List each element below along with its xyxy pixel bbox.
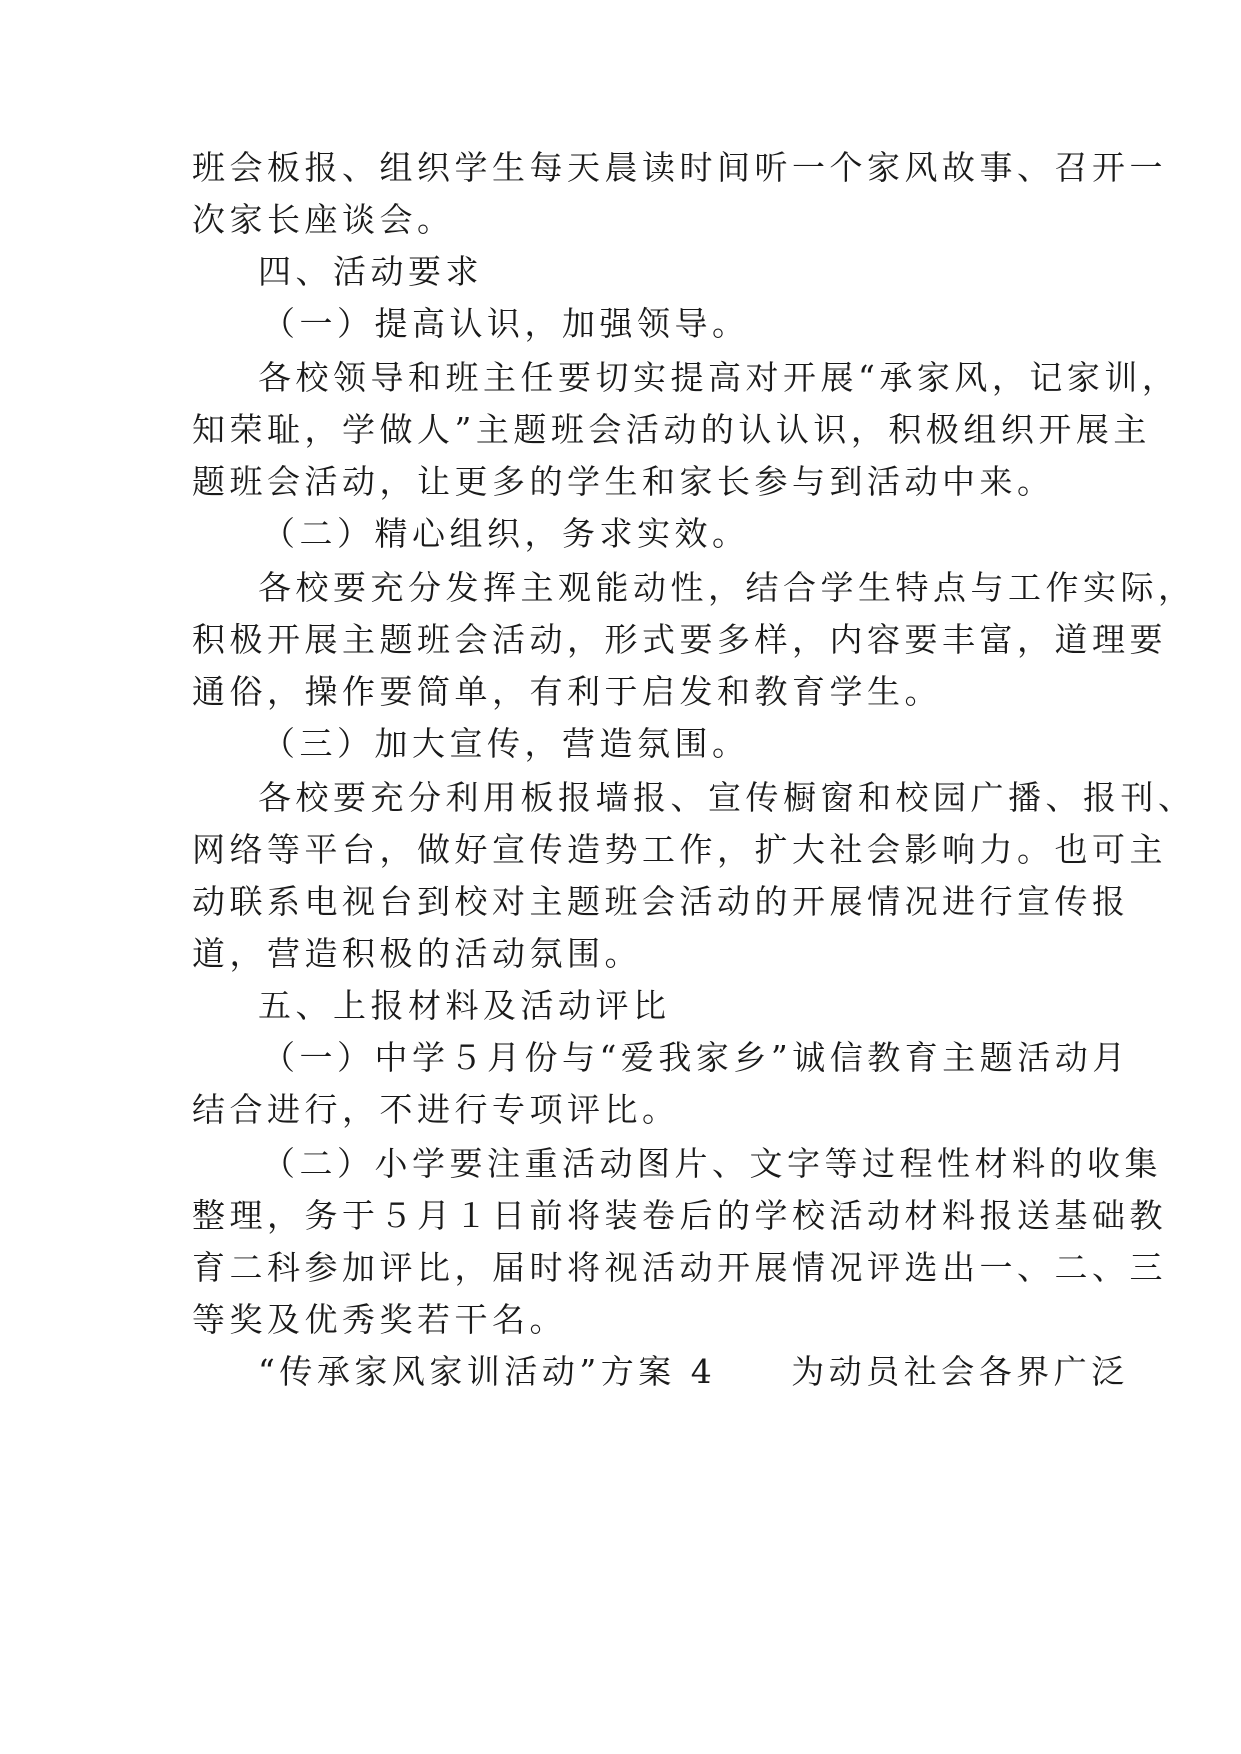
paragraph-line: （一）中学５月份与“爱我家乡”诚信教育主题活动月 — [262, 1038, 1130, 1077]
paragraph-line: （二）小学要注重活动图片、文字等过程性材料的收集 — [262, 1144, 1162, 1183]
subsection-heading: （三）加大宣传，营造氛围。 — [262, 724, 750, 763]
paragraph-line: 积极开展主题班会活动，形式要多样，内容要丰富，道理要 — [192, 620, 1167, 659]
paragraph-line: 各校要充分发挥主观能动性，结合学生特点与工作实际， — [258, 568, 1196, 607]
paragraph-line: 知荣耻，学做人”主题班会活动的认认识，积极组织开展主 — [192, 410, 1151, 449]
paragraph-line: 题班会活动，让更多的学生和家长参与到活动中来。 — [192, 462, 1055, 501]
paragraph-line: 育二科参加评比，届时将视活动开展情况评选出一、二、三 — [192, 1248, 1167, 1287]
paragraph-line: 各校要充分利用板报墙报、宣传橱窗和校园广播、报刊、 — [258, 778, 1196, 817]
subsection-heading: （二）精心组织，务求实效。 — [262, 514, 750, 553]
paragraph-line: 班会板报、组织学生每天晨读时间听一个家风故事、召开一 — [192, 148, 1167, 187]
paragraph-line: 动联系电视台到校对主题班会活动的开展情况进行宣传报 — [192, 882, 1130, 921]
paragraph-line: 网络等平台，做好宣传造势工作，扩大社会影响力。也可主 — [192, 830, 1167, 869]
paragraph-line: 道，营造积极的活动氛围。 — [192, 934, 642, 973]
section-heading: 五、上报材料及活动评比 — [258, 986, 671, 1025]
section-heading: 四、活动要求 — [258, 252, 483, 291]
paragraph-line: 次家长座谈会。 — [192, 200, 455, 239]
paragraph-line: 整理，务于５月１日前将装卷后的学校活动材料报送基础教 — [192, 1196, 1167, 1235]
paragraph-line: 通俗，操作要简单，有利于启发和教育学生。 — [192, 672, 942, 711]
paragraph-line: 结合进行，不进行专项评比。 — [192, 1090, 680, 1129]
paragraph-line: 各校领导和班主任要切实提高对开展“承家风，记家训， — [258, 358, 1180, 397]
subsection-heading: （一）提高认识，加强领导。 — [262, 304, 750, 343]
paragraph-line: “传承家风家训活动”方案 4 为动员社会各界广泛 — [258, 1352, 1129, 1391]
paragraph-line: 等奖及优秀奖若干名。 — [192, 1300, 567, 1339]
